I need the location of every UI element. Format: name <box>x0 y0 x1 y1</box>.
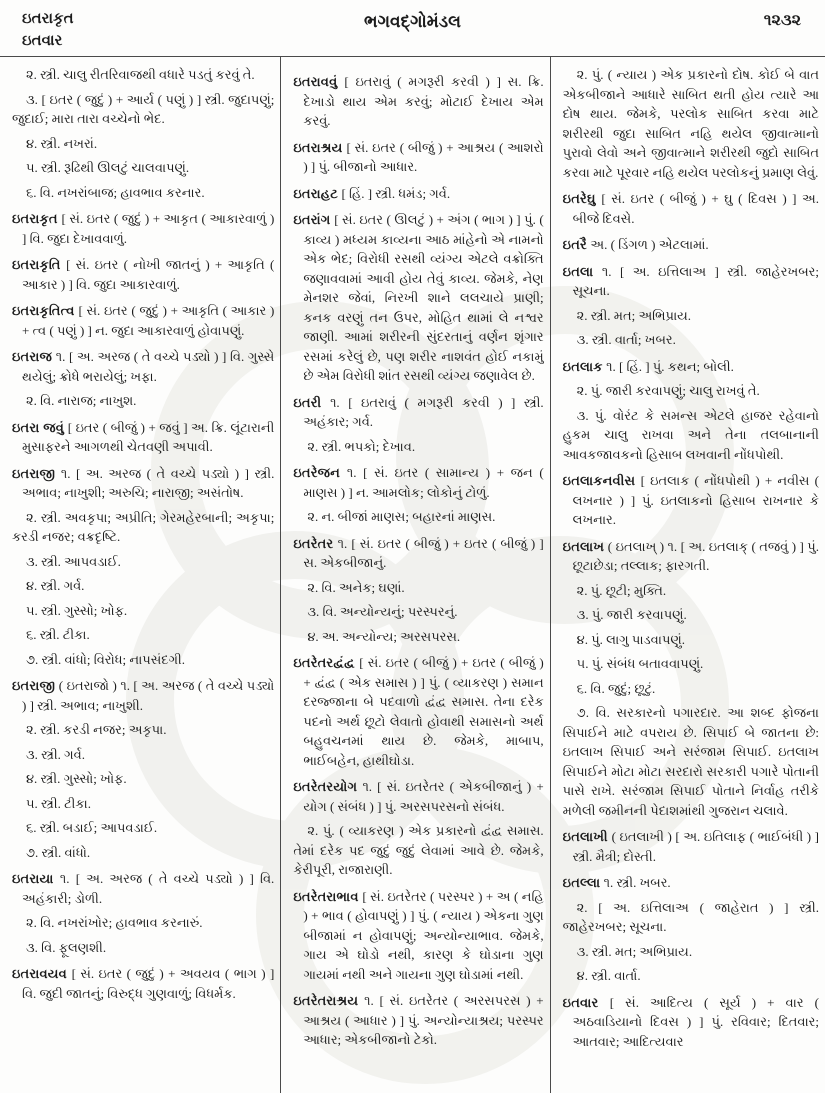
entry-sense: ૪. સ્ત્રી. ગર્વ. <box>26 578 85 593</box>
headword: ઇતરાવયવ <box>12 966 72 981</box>
entry-sense: ૬. સ્ત્રી. બડાઈ; આપવડાઈ. <box>26 820 158 835</box>
entry-sense: ૩. સ્ત્રી. વાર્તા; ખબર. <box>576 332 676 347</box>
entry-sense: ૫. સ્ત્રી. રૂઢિથી ઊલટું ચાલવાપણું. <box>26 160 190 175</box>
dictionary-entry: ઇતલ્લા ૧. સ્ત્રી. ખબર. <box>562 875 671 890</box>
headword: ઇતરાકૃતિ <box>12 257 67 272</box>
headword: ઇતરાજ <box>12 349 56 364</box>
text-columns <box>0 57 825 1093</box>
headword: ઇતરાયા <box>12 871 60 886</box>
headword: ઇતરી <box>293 394 331 410</box>
page-title: ભગવદ્ગોમંડલ <box>364 12 461 31</box>
headword: ઇતલ્લા <box>562 875 604 890</box>
dictionary-entry: ઇતરાશ્રય [ સં. ઇતર ( બીજું ) + આશ્રય ( આશરો ) ] પું. બીજાનો આધાર. <box>293 139 544 174</box>
headword: ઇતલાક <box>562 358 607 374</box>
entry-sense: ૩. સ્ત્રી. મત; અભિપ્રાય. <box>576 943 693 959</box>
entry-sense: ૨. વિ. અનેક; ઘણાં. <box>307 579 405 595</box>
entry-sense: ૩. સ્ત્રી. આપવડાઈ. <box>26 553 121 569</box>
entry-sense: ૨. સ્ત્રી. મત; અભિપ્રાય. <box>576 307 692 323</box>
dictionary-entry: ઇતરાકૃતિત્વ [ સં. ઇતર ( જુદું ) + આકૃતિ ( આકાર ) + ત્વ ( પણું ) ] ન. જુદા આકારવાળું હોવાપણું. <box>12 303 275 338</box>
dictionary-entry: ઇતલાકનવીસ [ ઇતલાક ( નોંધપોથી ) + નવીસ ( લખનાર ) ] પું. ઇતલાકનો હિસાબ રાખનાર કે લખનાર. <box>562 473 819 527</box>
entry-sense: ૭. સ્ત્રી. વાંધો; વિરોધ; નાપસંદગી. <box>26 651 185 667</box>
dictionary-entry: ઇતરેતરદ્વંદ્વ [ સં. ઇતર ( બીજું ) + ઇતર ( બીજું ) + દ્વંદ્વ ( એક સમાસ ) ] પું. ( વ્યાકરણ ) સમાન દરજ્જાના બે પદવાળો દ્વંદ્વ સમાસ. તેના દરેક પદનો અર્થ છૂટો લેવાતો હોવાથી સમાસનો અર્થ બહુવચનમાં થાય છે. જેમકે, માબાપ, ભાઈબહેન, હાથીઘોડા. <box>293 655 544 768</box>
entry-sense: ૨. પું. જારી કરવાપણું; ચાલુ રાખવું તે. <box>576 383 760 398</box>
guide-word-bottom: ઇતવાર <box>22 33 63 49</box>
entry-sense: ૪. સ્ત્રી. ગુસ્સો; ખોફ. <box>26 771 127 786</box>
headword: ઇતરેઘુ <box>562 191 602 206</box>
column-1 <box>0 57 280 1093</box>
headword: ઇતરેતરાભાવ <box>293 888 363 904</box>
column-2 <box>281 57 549 1093</box>
entry-sense: ૨. વિ. નખરાંખોર; હાવભાવ કરનારું. <box>26 915 203 930</box>
dictionary-entry: ઇતરાકૃત [ સં. ઇતર ( જુદું ) + આકૃત ( આકારવાળું ) ] વિ. જુદા દેખાવવાળું. <box>12 211 275 246</box>
dictionary-entry: ઇતરી ૧. [ ઇતરાવું ( મગરૂરી કરવી ) ] સ્ત્રી. અહંકાર; ગર્વ. <box>293 394 544 429</box>
headword: ઇતરાજી <box>12 678 59 693</box>
entry-sense: ૭. સ્ત્રી. વાંધો. <box>26 844 91 860</box>
entry-sense: ૪. અ. અન્યોન્ય; અરસપરસ. <box>307 628 461 644</box>
entry-sense: ૬. વિ. નખરાંબાજ; હાવભાવ કરનાર. <box>26 184 205 200</box>
dictionary-entry: ઇતલાખી ( ઇતલાખી ) [ અ. ઇતિલાફ ( ભાઈબંધી ) ] સ્ત્રી. મૈત્રી; દોસ્તી. <box>562 829 819 864</box>
headword: ઇતરાજી <box>12 465 61 481</box>
entry-sense: ૨. પું. ( વ્યાકરણ ) એક પ્રકારનો દ્વંદ્વ સમાસ. તેમાં દરેક પદ જુદું જુદું લેવામાં આવે છે. જેમકે, કેરીપૂરી, રાજારાણી. <box>293 823 544 877</box>
headword: ઇતરૈ <box>562 237 591 252</box>
headword: ઇતલાખી <box>562 829 612 844</box>
dictionary-entry: ઇતરેતરાશ્રય ૧. [ સં. ઇતરેતર ( અરસપરસ ) + આશ્રય ( આધાર ) ] પું. અન્યોન્યાશ્રય; પરસ્પર આધાર; એકબીજાનો ટેકો. <box>293 993 544 1047</box>
headword: ઇતરા જવું <box>12 419 68 435</box>
dictionary-entry: ઇતરેતરાભાવ [ સં. ઇતરેતર ( પરસ્પર ) + અ ( નહિ ) + ભાવ ( હોવાપણું ) ] પું. ( ન્યાય ) એકના ગુણ બીજામાં ન હોવાપણું; અન્યોન્યાભાવ. જેમકે, ગાય એ ઘોડો નથી, કારણ કે ઘોડાના ગુણ ગાયમાં નથી અને ગાયના ગુણ ઘોડામાં નથી. <box>293 888 544 982</box>
entry-sense: ૨. પું. છૂટી; મુક્તિ. <box>576 582 667 598</box>
dictionary-entry: ઇતરાંગ [ સં. ઇતર ( ઊલટું ) + અંગ ( ભાગ ) ] પું. ( કાવ્ય ) મધ્યમ કાવ્યના આઠ માંહેનો એ નામનો એક ભેદ; વિરોધી રસથી વ્યંગ્ય એટલે વક્રોક્તિ જણાવવામાં આવી હોય તેવું કાવ્ય. જેમકે, નેણ મેનશર જેવાં, નિરખી શાને લલચાયે પ્રાણી; કનક વરણું તન ઉપર, મોહિત થામાં લે નશ્વર જાણી. આમાં શરીરની સુંદરતાનું વર્ણન શૃંગાર રસમાં કરેલું છે, પણ શરીર નાશવંત હોઈ નકામું છે એમ વિરોધી શાંત રસથી વ્યંગ્ય જણાવેલ છે. <box>293 212 544 383</box>
headword: ઇતરેતરાશ્રય <box>293 993 365 1008</box>
headword: ઇતરાશ્રય <box>293 139 347 155</box>
dictionary-entry: ઇતરેજન ૧. [ સં. ઇતર ( સામાન્ય ) + જન ( માણસ ) ] ન. આમલોક; લોકોનું ટોળું. <box>293 465 544 500</box>
dictionary-entry: ઇતરાકૃતિ [ સં. ઇતર ( નોખી જાતનું ) + આકૃતિ ( આકાર ) ] વિ. જુદા આકારવાળું. <box>12 257 275 292</box>
entry-sense: ૬. સ્ત્રી. ટીકા. <box>26 627 90 642</box>
dictionary-entry: ઇતલા ૧. [ અ. ઇત્તિલાઅ ] સ્ત્રી. જાહેરખબર; સૂચના. <box>562 263 819 298</box>
entry-sense: ૨. સ્ત્રી. કરડી નજર; અકૃપા. <box>26 722 167 737</box>
dictionary-entry: ઇતરેતર ૧. [ સં. ઇતર ( બીજું ) + ઇતર ( બીજું ) ] સ. એકબીજાનું. <box>293 535 544 570</box>
headword: ઇતવાર <box>562 994 610 1010</box>
entry-sense: ૩. [ ઇતર ( જુદું ) + આર્ય ( પણું ) ] સ્ત્રી. જુદાપણું; જુદાઈ; મારા તારા વચ્ચેનો ભેદ. <box>12 91 275 126</box>
dictionary-entry: ઇતરેતરયોગ ૧. [ સં. ઇતરેતર ( એકબીજાનું ) + યોગ ( સંબંધ ) ] પું. અરસપરસનો સંબંધ. <box>293 779 544 814</box>
headword: ઇતલાખ <box>562 538 608 554</box>
entry-sense: ૩. સ્ત્રી. ગર્વ. <box>26 746 86 762</box>
entry-sense: ૨. [ અ. ઇત્તિલાઅ ( જાહેરાત ) ] સ્ત્રી. જાહેરખબર; સૂચના. <box>562 899 819 934</box>
headword: ઇતરેજન <box>293 465 347 480</box>
headword: ઇતરેતરદ્વંદ્વ <box>293 655 360 670</box>
entry-sense: ૭. વિ. સરકારનો પગારદાર. આ શબ્દ ફોજના સિપાઈને માટે વપરાય છે. સિપાઈ બે જાતના છે: ઇતલાખ સિપાઈ અને સરંજામ સિપાઈ. ઇતલાખ સિપાઈને મોટા મોટા સરદારો સરકારી પગારે પોતાની પાસે રાખે. સરંજામ સિપાઈ પોતાને નિર્વાહ તરીકે મળેલી જમીનની પેદાશમાંથી ગુજરાન ચલાવે. <box>562 705 819 818</box>
entry-sense: ૩. વિ. અન્યોન્યનું; પરસ્પરનું. <box>307 604 458 619</box>
entry-sense: ૨. વિ. નારાજ; નાખુશ. <box>26 393 137 408</box>
headword: ઇતરાકૃતિત્વ <box>12 303 79 318</box>
headword: ઇતરાહટ <box>293 185 342 201</box>
entry-sense: ૩. વિ. ફૂલણશી. <box>26 939 107 955</box>
entry-sense: ૫. સ્ત્રી. ટીકા. <box>26 795 91 811</box>
column-3 <box>551 57 825 1093</box>
page-number: ૧૨૩૨ <box>763 12 801 29</box>
entry-sense: ૪. સ્ત્રી. વાર્તા. <box>576 968 641 983</box>
headword: ઇતરેતર <box>293 535 338 551</box>
dictionary-entry: ઇતરૈ અ. ( ડિંગળ ) એટલામાં. <box>562 237 709 252</box>
page-header <box>0 0 825 57</box>
dictionary-entry: ઇતરાયા ૧. [ અ. અરજ ( તે વચ્ચે પડ્યો ) ] વિ. અહંકારી; ડોળી. <box>12 871 275 906</box>
dictionary-entry: ઇતરાવયવ [ સં. ઇતર ( જુદું ) + અવયવ ( ભાગ ) ] વિ. જુદી જાતનું; વિરુદ્ધ ગુણવાળું; વિધર્મક. <box>12 966 275 1001</box>
headword: ઇતલા <box>562 263 602 279</box>
dictionary-entry: ઇતરા જવું [ ઇતર ( બીજું ) + જવું ] અ. ક્રિ. લૂંટારાની મુસાફરને આગળથી ચેતવણી અપાવી. <box>12 419 275 454</box>
headword: ઇતરાંગ <box>293 212 335 227</box>
dictionary-entry: ઇતરાજી ( ઇતરાજો ) ૧. [ અ. અરજ ( તે વચ્ચે પડ્યો ) ] સ્ત્રી. અભાવ; નાખુશી. <box>12 678 275 713</box>
dictionary-entry: ઇતરાજી ૧. [ અ. અરજ ( તે વચ્ચે પડ્યો ) ] સ્ત્રી. અભાવ; નાખુશી; અરુચિ; નારાજી; અસંતોષ. <box>12 465 275 500</box>
dictionary-entry: ઇતરેઘુ [ સં. ઇતર ( બીજું ) + ઘુ ( દિવસ ) ] અ. બીજે દિવસે. <box>562 191 819 226</box>
entry-sense: ૩. પું. જારી કરવાપણું. <box>576 607 687 622</box>
entry-sense: ૬. વિ. જુદું; છૂટું. <box>576 680 656 696</box>
guide-word-top: ઇતરાકૃત <box>22 11 74 27</box>
dictionary-entry: ઇતરાવવું [ ઇતરાવું ( મગરૂરી કરવી ) ] સ. ક્રિ. દેખાડો થાય એમ કરવું; મોટાઈ દેખાય એમ કરવું. <box>293 74 544 128</box>
dictionary-entry: ઇતલાક ૧. [ હિં. ] પું. કથન; બોલી. <box>562 358 734 374</box>
entry-sense: ૨. સ્ત્રી. ચાલુ રીતરિવાજથી વધારે પડતું કરવું તે. <box>26 67 255 82</box>
entry-sense: ૩. પું. વોરંટ કે સમન્સ એટલે હાજર રહેવાનો હુકમ ચાલુ રાખવા અને તેના તલબાનાની આવકજાવકનો હિસાબ લખવાની નોંધપોથી. <box>562 407 819 462</box>
entry-sense: ૨. સ્ત્રી. અવકૃપા; અપ્રીતિ; ગેરમહેરબાની; અકૃપા; કરડી નજર; વક્રદૃષ્ટિ. <box>12 509 275 544</box>
headword: ઇતલાકનવીસ <box>562 473 641 488</box>
entry-sense: ૨. સ્ત્રી. ભપકો; દેખાવ. <box>307 438 416 454</box>
dictionary-entry: ઇતલાખ ( ઇતલાખ્ ) ૧. [ અ. ઇતલાક્ ( તજવું ) ] પું. છૂટાછેડા; તલ્લાક; ફારગતી. <box>562 538 819 573</box>
dictionary-entry: ઇતવાર [ સં. આદિત્ય ( સૂર્ય ) + વાર ( અઠવાડિયાનો દિવસ ) ] પું. રવિવાર; દિતવાર; આતવાર; આદિત્યવાર <box>562 994 819 1049</box>
entry-sense: ૨. ન. બીજાં માણસ; બહારનાં માણસ. <box>307 509 496 524</box>
dictionary-entry: ઇતરાજ ૧. [ અ. અરજ ( તે વચ્ચે પડ્યો ) ] વિ. ગુસ્સે થયેલું; ક્રોધે ભરાયેલું; ખફા. <box>12 349 275 384</box>
entry-sense: ૪. સ્ત્રી. નખરાં. <box>26 135 98 151</box>
dictionary-entry: ઇતરાહટ [ હિં. ] સ્ત્રી. ધમંડ; ગર્વ. <box>293 185 451 201</box>
entry-sense: ૫. સ્ત્રી. ગુસ્સો; ખોફ. <box>26 602 128 618</box>
entry-sense: ૫. પું. સંબંધ બતાવવાપણું. <box>576 656 704 671</box>
entry-sense: ૨. પું. ( ન્યાય ) એક પ્રકારનો દોષ. કોઈ બે વાત એકબીજાને આધારે સાબિત થતી હોય ત્યારે આ દોષ થાય. જેમકે, પરલોક સાબિત કરવા માટે શરીરથી જુદા સાબિત નહિ થયેલ જીવાત્માનો પુરાવો લેવો અને જીવાત્માને શરીરથી જુદો સાબિત કરવા માટે પૂરવાર નહિ થયેલ પરલોકનું પ્રમાણ લેવું. <box>562 67 819 180</box>
entry-sense: ૪. પું. લાગુ પાડવાપણું. <box>576 631 685 647</box>
headword: ઇતરાકૃત <box>12 211 62 226</box>
headword: ઇતરાવવું <box>293 74 345 89</box>
headword: ઇતરેતરયોગ <box>293 779 363 794</box>
